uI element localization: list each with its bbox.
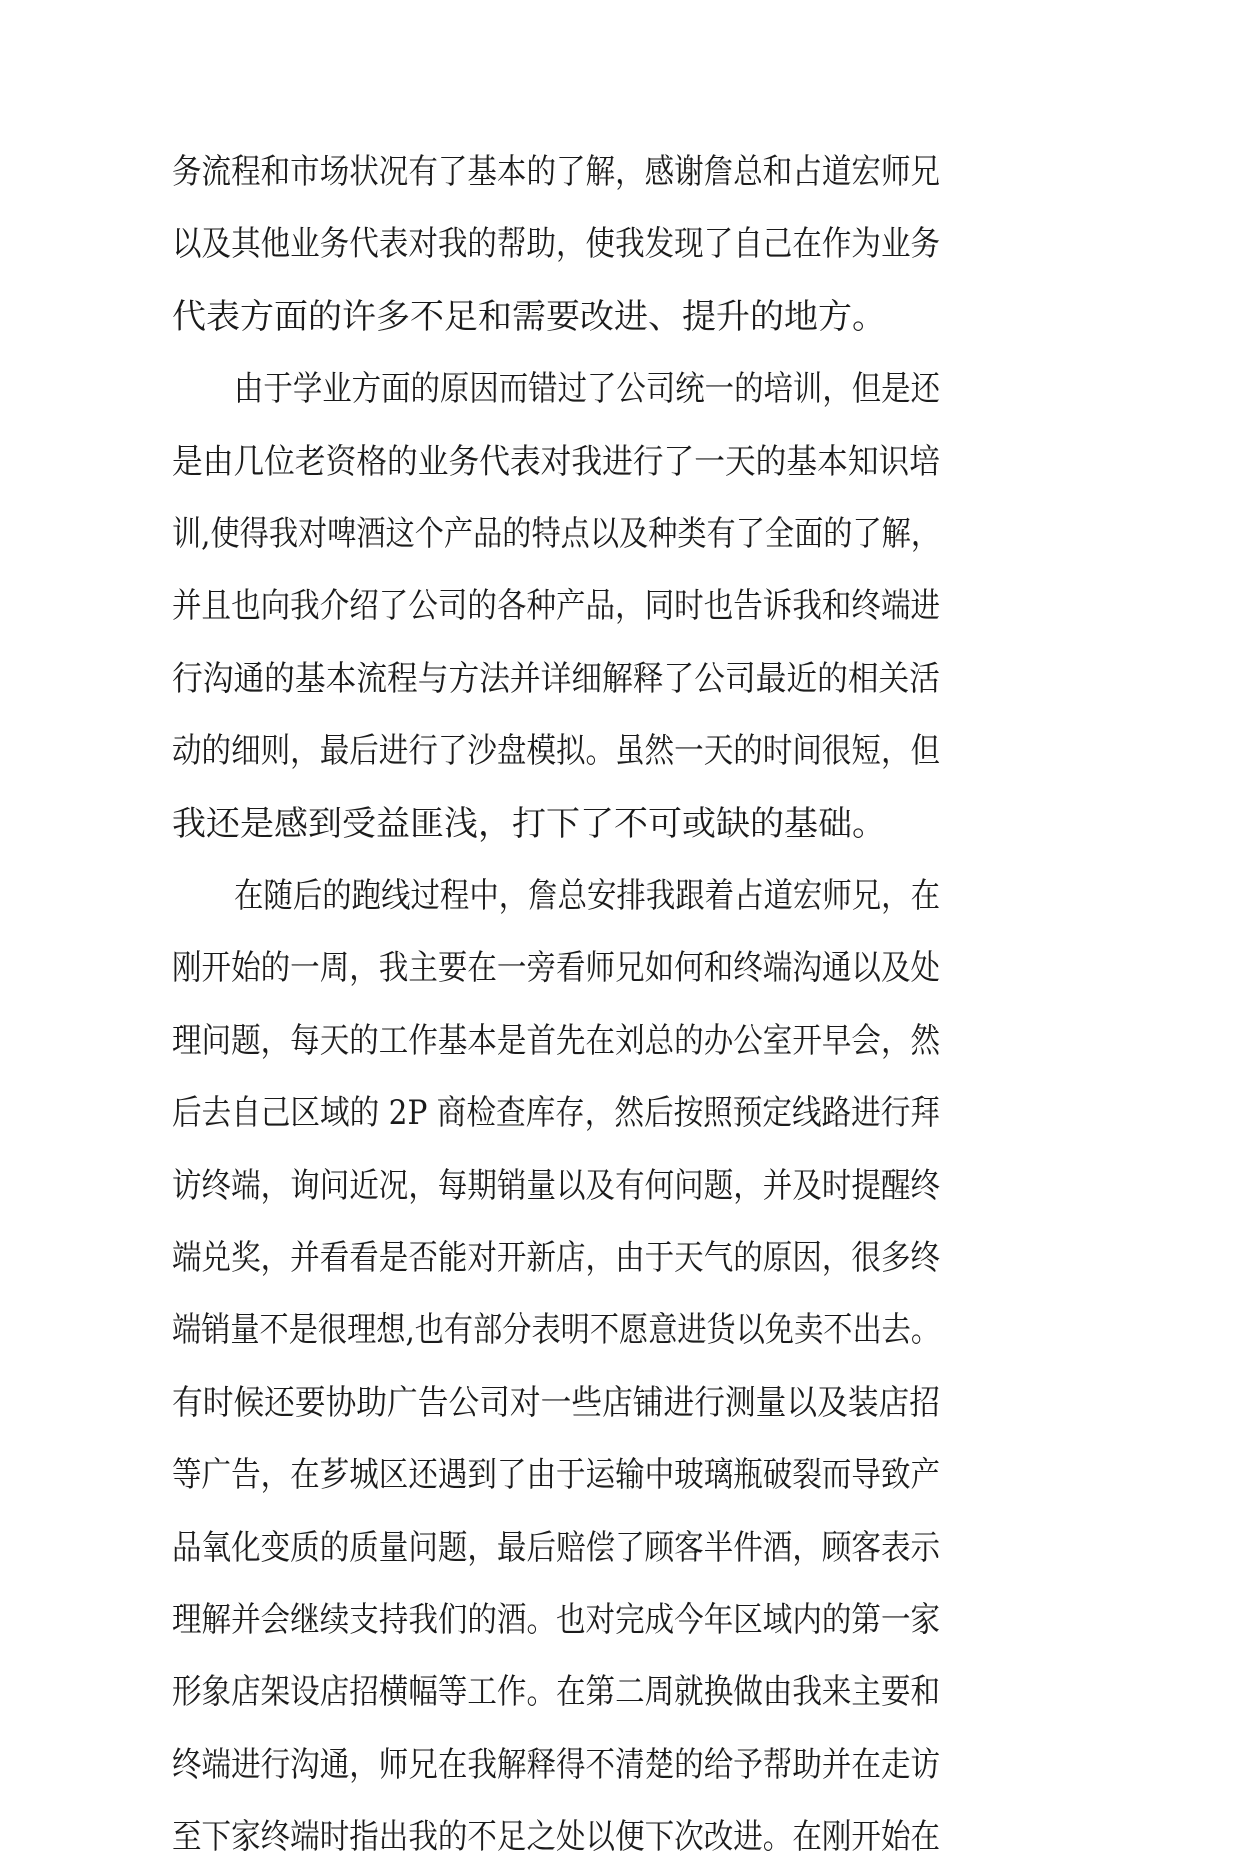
document-line-text: 端销量不是很理想,也有部分表明不愿意进货以免卖不出去。 [172,1310,941,1351]
document-line [0,721,1241,781]
document-line [0,287,1241,347]
document-line [0,1445,1241,1505]
document-line-text: 以及其他业务代表对我的帮助，使我发现了自己在作为业务 [172,224,941,265]
document-line-text: 有时候还要协助广告公司对一些店铺进行测量以及装店招 [172,1382,940,1423]
document-line-text: 行沟通的基本流程与方法并详细解释了公司最近的相关活 [172,658,940,699]
document-line-text: 刚开始的一周，我主要在一旁看师兄如何和终端沟通以及处 [172,948,941,989]
document-line [0,1373,1241,1433]
document-line [0,432,1241,492]
document-line [0,142,1241,202]
document-line-text: 动的细则，最后进行了沙盘模拟。虽然一天的时间很短，但 [172,731,941,772]
document-line-text: 是由几位老资格的业务代表对我进行了一天的基本知识培 [172,441,940,482]
document-line [0,1083,1241,1143]
document-line [0,866,1241,926]
document-line-text: 理解并会继续支持我们的酒。也对完成今年区域内的第一家 [172,1600,941,1640]
document-line [0,1228,1241,1288]
document-line-text: 代表方面的许多不足和需要改进、提升的地方。 [172,296,886,337]
document-line-text: 我还是感到受益匪浅，打下了不可或缺的基础。 [172,803,886,844]
document-line [0,1662,1241,1722]
document-line-text: 终端进行沟通，师兄在我解释得不清楚的给予帮助并在走访 [172,1744,941,1785]
document-line-text: 形象店架设店招横幅等工作。在第二周就换做由我来主要和 [172,1672,941,1713]
document-line [0,794,1241,854]
document-line-text: 训,使得我对啤酒这个产品的特点以及种类有了全面的了解， [172,514,941,554]
document-line-text: 品氧化变质的质量问题，最后赔偿了顾客半件酒，顾客表示 [172,1527,941,1568]
document-line-text: 理问题，每天的工作基本是首先在刘总的办公室开早会，然 [172,1020,941,1061]
document-line [0,1518,1241,1578]
document-line-text: 并且也向我介绍了公司的各种产品，同时也告诉我和终端进 [172,586,941,627]
document-line [0,649,1241,709]
document-line-text: 至下家终端时指出我的不足之处以便下次改进。在刚开始在 [172,1817,941,1858]
document-line-text: 后去自己区域的 2P 商检查库存，然后按照预定线路进行拜 [172,1093,940,1134]
document-line-text: 等广告，在芗城区还遇到了由于运输中玻璃瓶破裂而导致产 [172,1455,941,1496]
document-line [0,359,1241,419]
document-line [0,1735,1241,1795]
document-line [0,1807,1241,1867]
document-line-text: 在随后的跑线过程中，詹总安排我跟着占道宏师兄，在 [234,876,941,916]
document-line-text: 由于学业方面的原因而错过了公司统一的培训，但是还 [234,369,941,410]
document-line [0,1011,1241,1071]
document-line [0,938,1241,998]
document-line [0,504,1241,564]
document-line-text: 务流程和市场状况有了基本的了解，感谢詹总和占道宏师兄 [172,152,941,192]
document-line [0,576,1241,636]
document-line [0,1300,1241,1360]
document-line-text: 访终端，询问近况，每期销量以及有何问题，并及时提醒终 [172,1165,941,1206]
document-line [0,1590,1241,1650]
document-line [0,214,1241,274]
document-line [0,1156,1241,1216]
document-line-text: 端兑奖，并看看是否能对开新店，由于天气的原因，很多终 [172,1238,941,1278]
